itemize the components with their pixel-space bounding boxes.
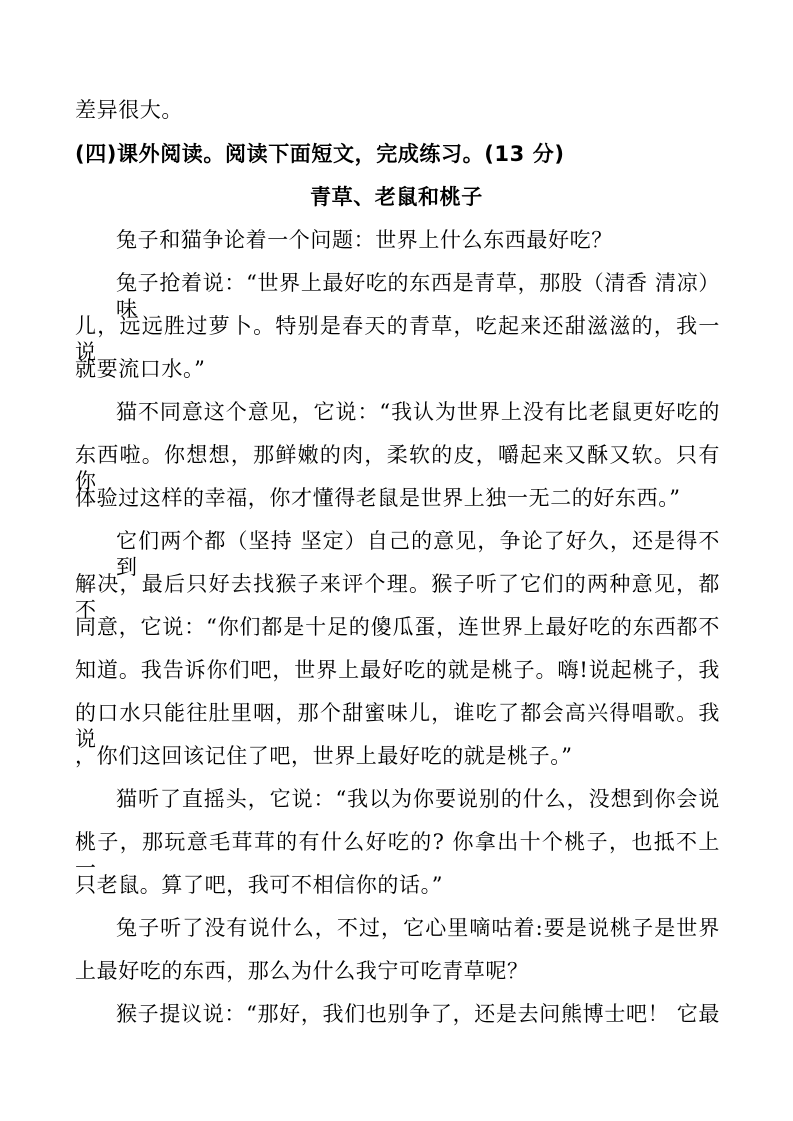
paragraph-line: 上最好吃的东西，那么为什么我宁可吃青草呢？ [75,959,529,983]
paragraph-line: ，你们这回该记住了吧，世界上最好吃的就是桃子。” [75,744,573,768]
text-line-continuation: 差异很大。 [75,98,183,122]
paragraph-line: 的口水只能往肚里咽，那个甜蜜味儿，谁吃了都会高兴得唱歌。我说 [75,701,720,751]
paragraph-line: 兔子和猫争论着一个问题：世界上什么东西最好吃？ [116,228,613,252]
paragraph-line: 桃子，那玩意毛茸茸的有什么好吃的? 你拿出十个桃子，也抵不上一 [75,830,720,880]
paragraph-line: 只老鼠。算了吧，我可不相信你的话。” [75,873,444,897]
paragraph-line: 同意，它说：“你们都是十足的傻瓜蛋，连世界上最好吃的东西都不 [75,615,720,639]
section-heading: (四)课外阅读。阅读下面短文，完成练习。(13 分) [75,142,565,166]
paragraph-line: 它们两个都（坚持 坚定）自己的意见，争论了好久，还是得不到 [116,529,720,579]
paragraph-line: 儿，远远胜过萝卜。特别是春天的青草，吃起来还甜滋滋的，我一说 [75,314,720,364]
paragraph-line: 猫听了直摇头，它说：“我以为你要说别的什么，没想到你会说 [116,787,720,811]
paragraph-line: 解决，最后只好去找猴子来评个理。猴子听了它们的两种意见，都不 [75,572,720,622]
paragraph-line: 猫不同意这个意见，它说：“我认为世界上没有比老鼠更好吃的 [116,400,720,424]
paragraph-line: 体验过这样的幸福，你才懂得老鼠是世界上独一无二的好东西。” [75,486,681,510]
paragraph-line: 兔子抢着说：“世界上最好吃的东西是青草，那股（清香 清凉）味 [116,271,720,321]
paragraph-line: 知道。我告诉你们吧，世界上最好吃的就是桃子。嗨!说起桃子，我 [75,658,720,682]
paragraph-line: 东西啦。你想想，那鲜嫩的肉，柔软的皮，嚼起来又酥又软。只有你 [75,443,720,493]
passage-title: 青草、老鼠和桃子 [310,185,483,209]
paragraph-line: 兔子听了没有说什么，不过，它心里嘀咕着:要是说桃子是世界 [116,916,720,940]
paragraph-line: 就要流口水。” [75,357,206,381]
paragraph-line: 猴子提议说：“那好，我们也别争了，还是去问熊博士吧！ 它最 [116,1002,720,1026]
